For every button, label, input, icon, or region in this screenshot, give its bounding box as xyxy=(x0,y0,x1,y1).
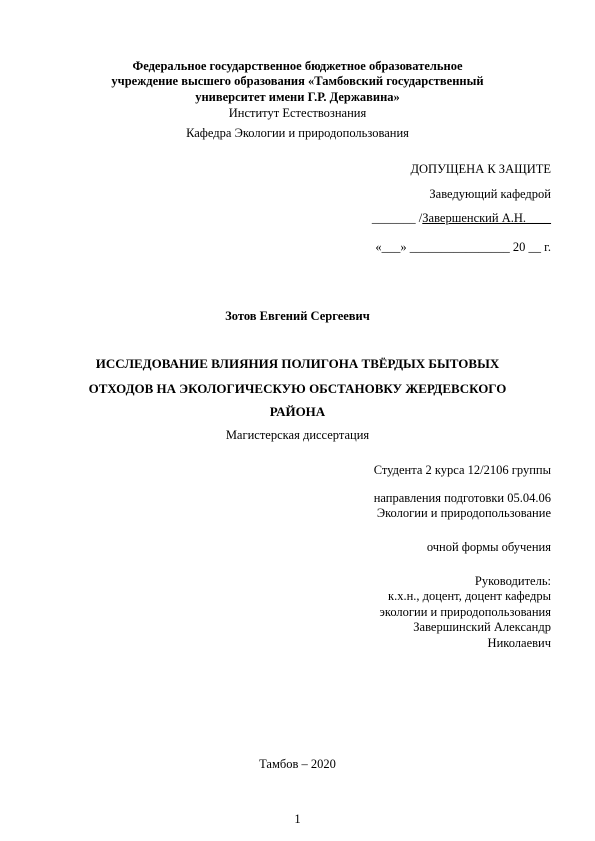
supervisor-department: экологии и природопользования xyxy=(379,605,551,619)
department-name: Кафедра Экологии и природопользования xyxy=(186,126,409,140)
signature-line xyxy=(372,211,551,225)
org-name-line-3: университет имени Г.Р. Державина» xyxy=(195,90,400,104)
thesis-title-line-2: ОТХОДОВ НА ЭКОЛОГИЧЕСКУЮ ОБСТАНОВКУ ЖЕРДЕВСКОГО xyxy=(88,381,507,396)
date-line: «___» ________________ 20 __ г. xyxy=(375,240,551,254)
direction-line-2: Экологии и природопользование xyxy=(376,506,551,520)
admitted-to-defense: ДОПУЩЕНА К ЗАЩИТЕ xyxy=(410,162,551,176)
org-name-line-2: учреждение высшего образования «Тамбовский государственный xyxy=(111,74,484,88)
supervisor-label: Руководитель: xyxy=(474,574,551,588)
direction-line-1: направления подготовки 05.04.06 xyxy=(373,491,551,505)
city-year: Тамбов – 2020 xyxy=(259,757,336,771)
head-of-department: Заведующий кафедрой xyxy=(429,187,551,201)
signature-blank: _______ / xyxy=(371,211,423,225)
page-number: 1 xyxy=(294,812,301,826)
org-name-line-1: Федеральное государственное бюджетное образовательное xyxy=(132,59,463,73)
study-form: очной формы обучения xyxy=(426,540,551,554)
thesis-type: Магистерская диссертация xyxy=(225,428,370,442)
supervisor-name-line-1: Завершинский Александр xyxy=(413,620,551,634)
supervisor-degree: к.х.н., доцент, доцент кафедры xyxy=(388,589,551,603)
thesis-title-line-3: РАЙОНА xyxy=(269,404,326,419)
institute-name: Институт Естествознания xyxy=(228,106,367,120)
supervisor-name-line-2: Николаевич xyxy=(487,636,551,650)
student-course: Студента 2 курса 12/2106 группы xyxy=(373,463,551,477)
thesis-title-line-1: ИССЛЕДОВАНИЕ ВЛИЯНИЯ ПОЛИГОНА ТВЁРДЫХ БЫТОВЫХ xyxy=(95,356,500,371)
author-name: Зотов Евгений Сергеевич xyxy=(225,309,370,323)
signature-name: Завершенский А.Н.____ xyxy=(422,211,551,225)
